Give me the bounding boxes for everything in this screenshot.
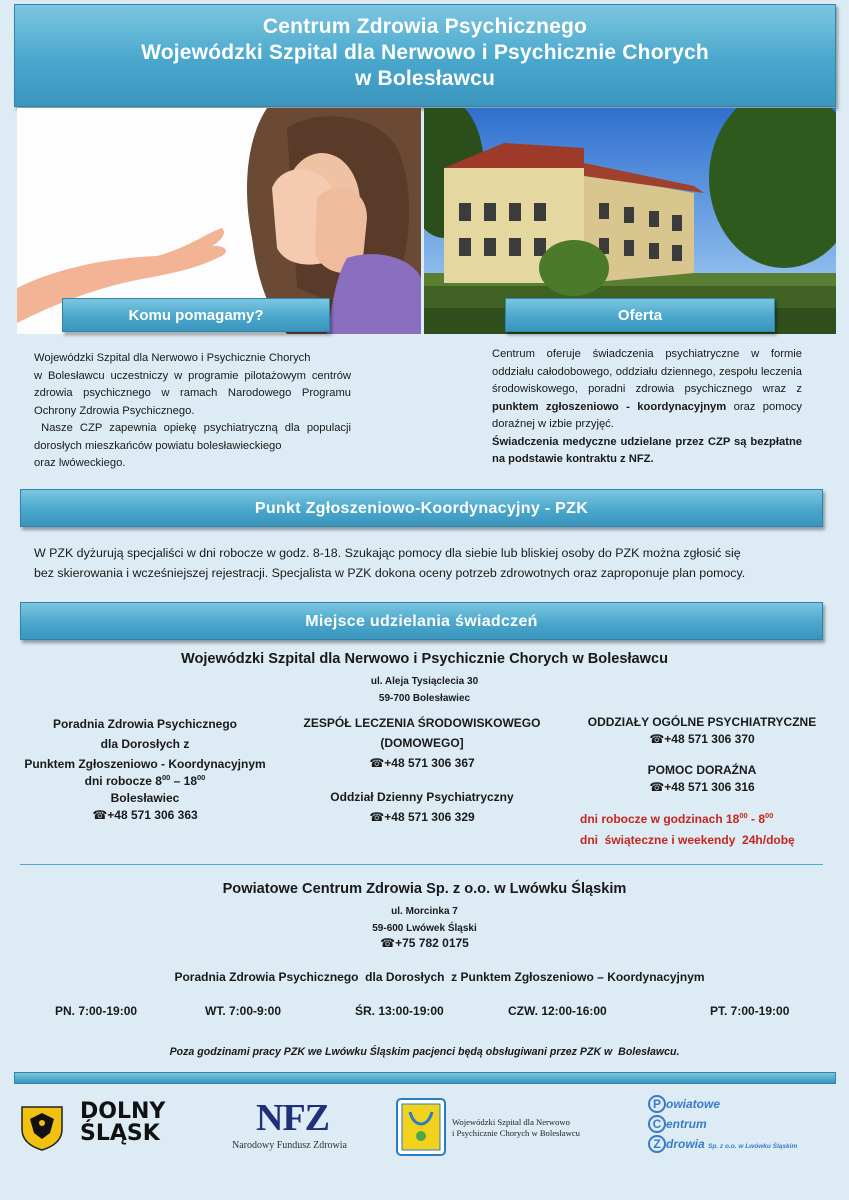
pcz-city: 59-600 Lwówek Śląski: [372, 923, 477, 934]
pcz-phone[interactable]: [0, 936, 849, 950]
pzk-line: W PZK dyżurują specjaliści w dni robocze w godz. 8-18. Szukając pomocy dla siebie lub bliskiej osoby do PZK można zgłosić się: [34, 546, 741, 560]
komu-line: Ochrony Zdrowia Psychicznego.: [34, 404, 195, 417]
oddzialy-line1: ODDZIAŁY OGÓLNE PSYCHIATRYCZNE: [587, 715, 817, 729]
komu-line: dorosłych mieszkańców powiatu bolesławieckiego: [34, 439, 282, 452]
pomoc-phone[interactable]: [572, 779, 832, 796]
miejsce-banner: Miejsce udzielania świadczeń: [20, 602, 823, 640]
pomoc-hours-line1: [580, 809, 830, 830]
hospital-street: ul. Aleja Tysiąclecia 30: [370, 676, 479, 687]
pzk-text: [34, 543, 814, 583]
szpital-emblem-icon: [396, 1098, 446, 1156]
dolny-slask-logo: [80, 1101, 165, 1145]
pcz-logo-line1: P owiatowe: [648, 1094, 838, 1114]
oferta-text-part1: Centrum oferuje świadczenia psychiatryczne w formie oddziału całodobowego, oddziału dziennego, zespołu leczenia środowiskowego, poradni zdrowia psychicznego wraz z: [492, 348, 802, 395]
pcz-address: [0, 903, 849, 937]
hospital-address: [0, 673, 849, 707]
oferta-text-bold2: Świadczenia medyczne udzielane przez CZP są bezpłatne na podstawie kontraktu z NFZ.: [492, 435, 802, 465]
pzk-line: bez skierowania i wcześniejszej rejestracji. Specjalista w PZK dokona oceny potrzeb zdrowotnych oraz zaproponuje plan pomocy.: [34, 566, 746, 580]
phone-number: +48 571 306 370: [664, 732, 755, 746]
header-title-line1: Centrum Zdrowia Psychicznego: [262, 15, 588, 38]
pcz-poradnia: Poradnia Zdrowia Psychicznego dla Dorosłych z Punktem Zgłoszeniowo – Koordynacyjnym: [174, 970, 705, 984]
pzk-banner: Punkt Zgłoszeniowo-Koordynacyjny - PZK: [20, 489, 823, 527]
pcz-logo: [648, 1094, 838, 1158]
szpital-caption-line1: Wojewódzki Szpital dla Nerwowo: [452, 1117, 570, 1127]
hospital-name: Wojewódzki Szpital dla Nerwowo i Psychicznie Chorych w Bolesławcu: [180, 651, 669, 667]
pcz-name: Powiatowe Centrum Zdrowia Sp. z o.o. w Lwówku Śląskim: [222, 881, 627, 897]
pomoc-hours-text: - 8: [747, 812, 766, 826]
pzk-note: Poza godzinami pracy PZK we Lwówku Śląskim pacjenci będą obsługiwani przez PZK w Bolesławcu.: [169, 1046, 680, 1058]
hospital-city: 59-700 Bolesławiec: [378, 693, 471, 704]
pomoc-hours-sup: 00: [765, 811, 774, 820]
zespol-line2: (DOMOWEGO]: [380, 736, 464, 750]
poradnia-line3: Punktem Zgłoszeniowo - Koordynacyjnym: [24, 757, 266, 771]
szpital-caption: [452, 1117, 580, 1139]
poradnia-phone[interactable]: [16, 807, 274, 824]
nfz-caption: Narodowy Fundusz Zdrowia: [232, 1140, 347, 1151]
komu-line: oraz lwóweckiego.: [34, 457, 126, 469]
footer-bar: [14, 1072, 836, 1084]
pcz-logo-line3: Z drowia Sp. z o.o. w Lwówku Śląskim: [648, 1134, 838, 1157]
pomoc-hours-text: dni robocze w godzinach 18: [580, 812, 740, 826]
phone-number: +48 571 306 363: [107, 808, 198, 822]
poradnia-hours-sup: 00: [197, 773, 206, 782]
divider: [20, 864, 823, 865]
phone-number: +48 571 306 367: [384, 756, 475, 770]
phone-icon: ☎: [369, 756, 385, 770]
hours-mon: PN. 7:00-19:00: [55, 1004, 138, 1018]
phone-icon: ☎: [649, 732, 665, 746]
pcz-logo-word: drowia: [666, 1137, 705, 1151]
phone-icon: ☎: [92, 808, 108, 822]
pomoc-hours-sup: 00: [739, 811, 748, 820]
poradnia-hours-text: dni robocze 8: [84, 774, 162, 788]
dolny-slask-word1: DOLNY: [80, 1099, 166, 1124]
nfz-logo: NFZ: [256, 1097, 329, 1139]
zespol-phone[interactable]: [296, 755, 548, 772]
poradnia-hours-sup: 00: [161, 773, 171, 782]
phone-number: +75 782 0175: [395, 936, 469, 950]
pcz-logo-line2: C entrum: [648, 1114, 838, 1134]
komu-line: w Bolesławcu uczestniczy w programie pilotażowym centrów: [34, 369, 351, 382]
komu-line: zdrowia psychicznego w ramach Narodowego Programu: [34, 387, 351, 399]
hours-fri: PT. 7:00-19:00: [710, 1004, 790, 1018]
phone-number: +48 571 306 329: [384, 810, 475, 824]
phone-icon: ☎: [649, 780, 665, 794]
poradnia-city: Bolesławiec: [110, 791, 180, 805]
poradnia-hours-text: – 18: [170, 774, 198, 788]
komu-line: Wojewódzki Szpital dla Nerwowo i Psychicznie Chorych: [34, 352, 311, 364]
hours-thu: CZW. 12:00-16:00: [508, 1004, 607, 1018]
oferta-text-bold1: punktem zgłoszeniowo - koordynacyjnym: [492, 400, 727, 413]
poradnia-line1: Poradnia Zdrowia Psychicznego: [52, 717, 238, 731]
dolny-slask-crest-icon: [18, 1103, 66, 1151]
komu-pomagamy-banner: Komu pomagamy?: [62, 298, 330, 332]
header-title-line2: Wojewódzki Szpital dla Nerwowo i Psychicznie Chorych: [141, 41, 709, 64]
hours-wed: ŚR. 13:00-19:00: [355, 1004, 444, 1018]
pcz-logo-word: owiatowe: [666, 1097, 721, 1111]
hours-tue: WT. 7:00-9:00: [205, 1004, 282, 1018]
pomoc-hours-line2: dni świąteczne i weekendy 24h/dobę: [580, 833, 795, 847]
zespol-line1: ZESPÓŁ LECZENIA ŚRODOWISKOWEGO: [303, 716, 541, 730]
phone-icon: ☎: [380, 936, 396, 950]
poradnia-column: [16, 716, 274, 824]
oddzialy-column: [572, 714, 832, 796]
phone-number: +48 571 306 316: [664, 780, 755, 794]
pomoc-dorazna: POMOC DORAŹNA: [647, 763, 757, 777]
pcz-logo-tail: Sp. z o.o. w Lwówku Śląskim: [708, 1143, 798, 1150]
header-title-line3: w Bolesławcu: [354, 67, 496, 90]
phone-icon: ☎: [369, 810, 385, 824]
oddzial-dzienny: Oddział Dzienny Psychiatryczny: [330, 790, 514, 804]
header-banner: [14, 4, 836, 107]
pomoc-hours: [580, 809, 830, 851]
poradnia-hours: [16, 773, 274, 790]
komu-pomagamy-text: [34, 350, 351, 473]
pcz-street: ul. Morcinka 7: [391, 906, 458, 917]
oddzial-phone[interactable]: [296, 809, 548, 826]
oddzialy-phone[interactable]: [572, 731, 832, 748]
poradnia-line2: dla Dorosłych z: [100, 737, 190, 751]
oferta-text: [492, 346, 802, 469]
komu-line: Nasze CZP zapewnia opiekę psychiatryczną dla populacji: [34, 422, 351, 434]
zespol-column: [296, 715, 548, 826]
pcz-logo-word: entrum: [666, 1117, 707, 1131]
szpital-caption-line2: i Psychicznie Chorych w Bolesławcu: [452, 1128, 580, 1138]
oferta-text-part2: oraz pomocy doraźnej w izbie przyjęć.: [492, 400, 802, 430]
oferta-banner: Oferta: [505, 298, 775, 332]
dolny-slask-word2: ŚLĄSK: [80, 1121, 160, 1146]
